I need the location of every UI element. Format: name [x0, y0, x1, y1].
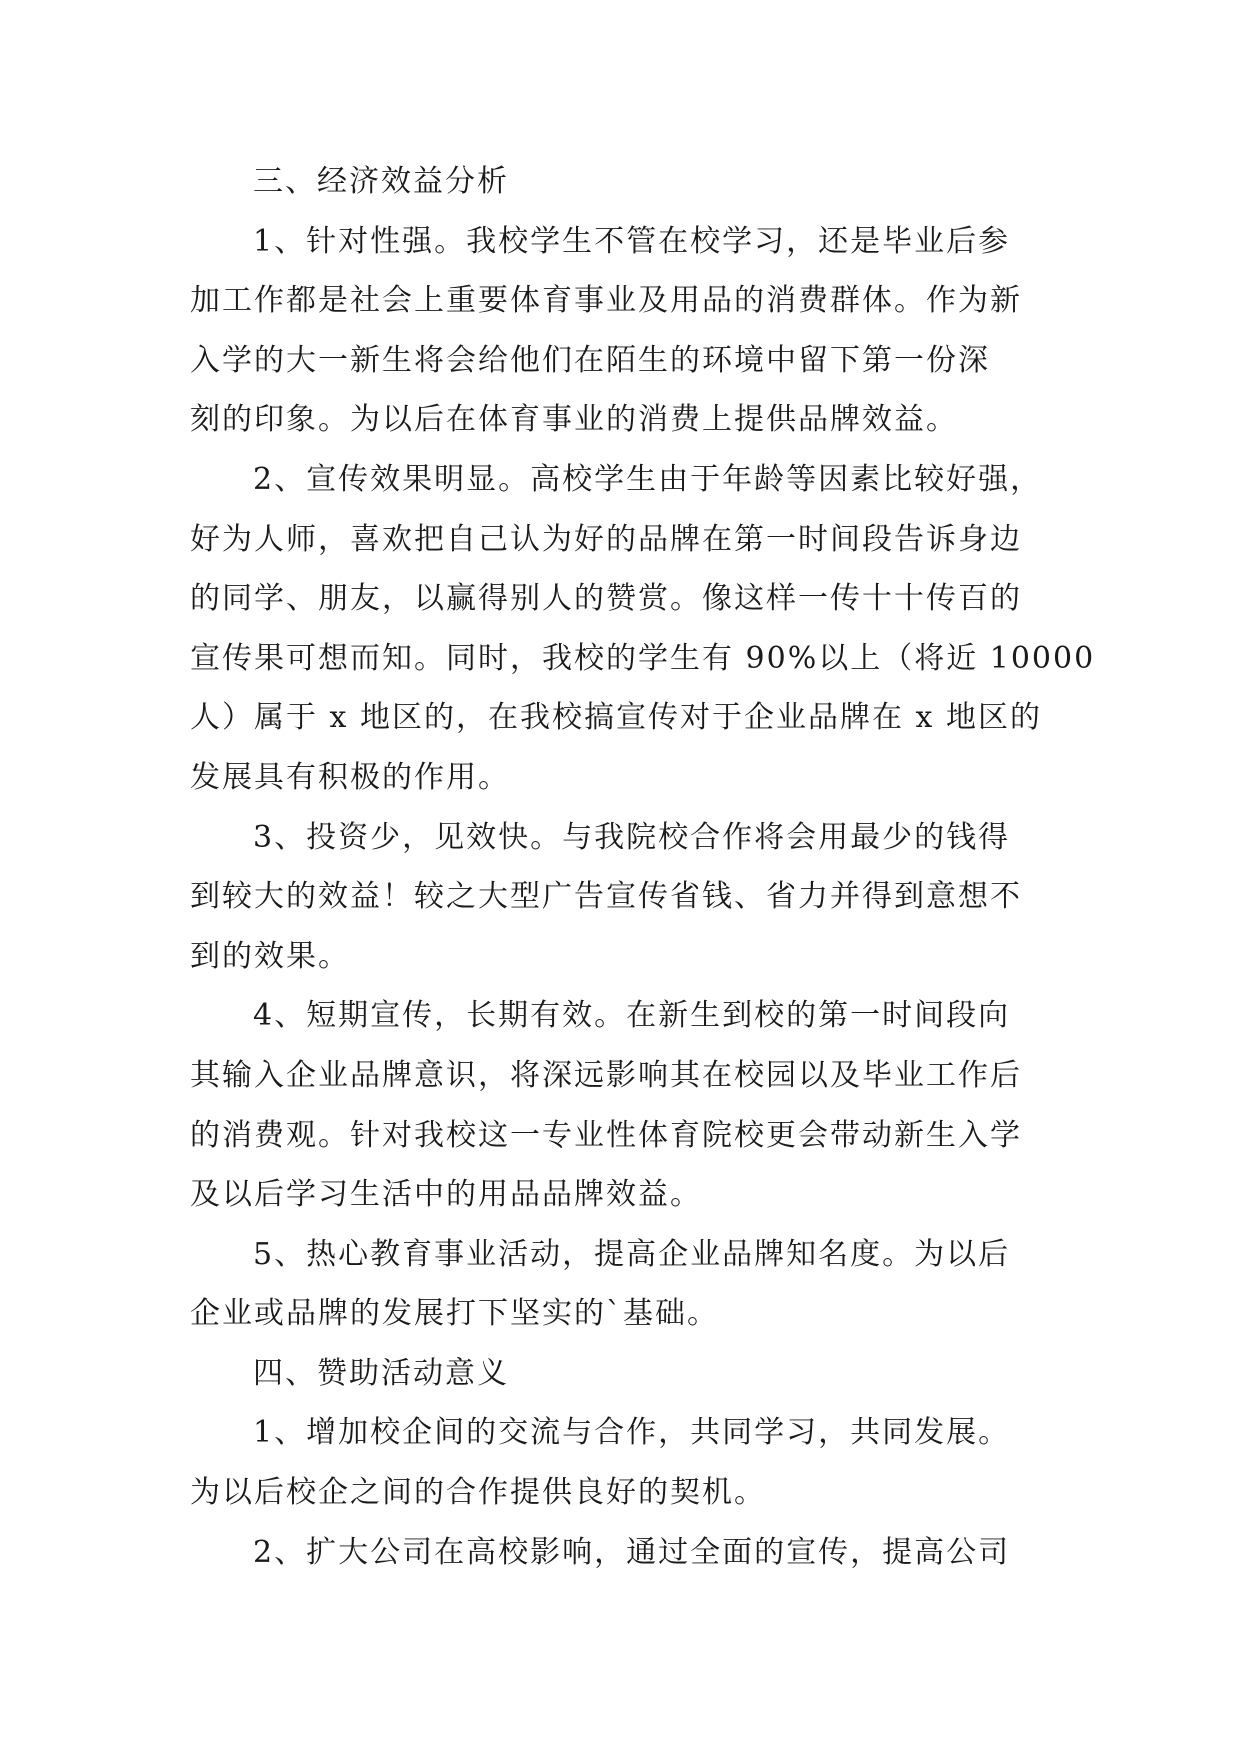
paragraph-line: 1、针对性强。我校学生不管在校学习，还是毕业后参	[253, 223, 1011, 259]
paragraph-line: 4、短期宣传，长期有效。在新生到校的第一时间段向	[253, 998, 1011, 1034]
paragraph-line: 为以后校企之间的合作提供良好的契机。	[190, 1475, 766, 1511]
paragraph-line: 加工作都是社会上重要体育事业及用品的消费群体。作为新	[190, 283, 1022, 319]
paragraph-line: 2、宣传效果明显。高校学生由于年龄等因素比较好强，	[253, 461, 1043, 497]
paragraph-line: 及以后学习生活中的用品品牌效益。	[190, 1177, 702, 1213]
paragraph-line: 好为人师，喜欢把自己认为好的品牌在第一时间段告诉身边	[190, 521, 1022, 557]
paragraph-line: 宣传果可想而知。同时，我校的学生有 90%以上（将近 10000	[190, 640, 1096, 676]
section-heading-economic-benefit: 三、经济效益分析	[253, 164, 509, 199]
paragraph-line: 发展具有积极的作用。	[190, 759, 510, 795]
paragraph-line: 5、热心教育事业活动，提高企业品牌知名度。为以后	[253, 1236, 1011, 1272]
paragraph-line: 的同学、朋友，以赢得别人的赞赏。像这样一传十十传百的	[190, 581, 1022, 617]
document-body	[190, 152, 1096, 1582]
paragraph-line: 1、增加校企间的交流与合作，共同学习，共同发展。	[253, 1415, 1011, 1451]
paragraph-line: 到较大的效益！较之大型广告宣传省钱、省力并得到意想不	[190, 879, 1022, 915]
paragraph-line: 刻的印象。为以后在体育事业的消费上提供品牌效益。	[190, 402, 958, 438]
paragraph-line: 企业或品牌的发展打下坚实的`基础。	[190, 1296, 719, 1332]
paragraph-line: 2、扩大公司在高校影响，通过全面的宣传，提高公司	[253, 1534, 1011, 1570]
paragraph-line: 的消费观。针对我校这一专业性体育院校更会带动新生入学	[190, 1117, 1022, 1153]
section-heading-sponsorship-significance: 四、赞助活动意义	[253, 1355, 509, 1391]
paragraph-line: 入学的大一新生将会给他们在陌生的环境中留下第一份深	[190, 342, 990, 378]
paragraph-line: 3、投资少，见效快。与我院校合作将会用最少的钱得	[253, 819, 1011, 855]
paragraph-line: 到的效果。	[190, 938, 350, 974]
paragraph-line: 其输入企业品牌意识，将深远影响其在校园以及毕业工作后	[190, 1057, 1022, 1093]
paragraph-line: 人）属于 x 地区的，在我校搞宣传对于企业品牌在 x 地区的	[190, 700, 1042, 736]
